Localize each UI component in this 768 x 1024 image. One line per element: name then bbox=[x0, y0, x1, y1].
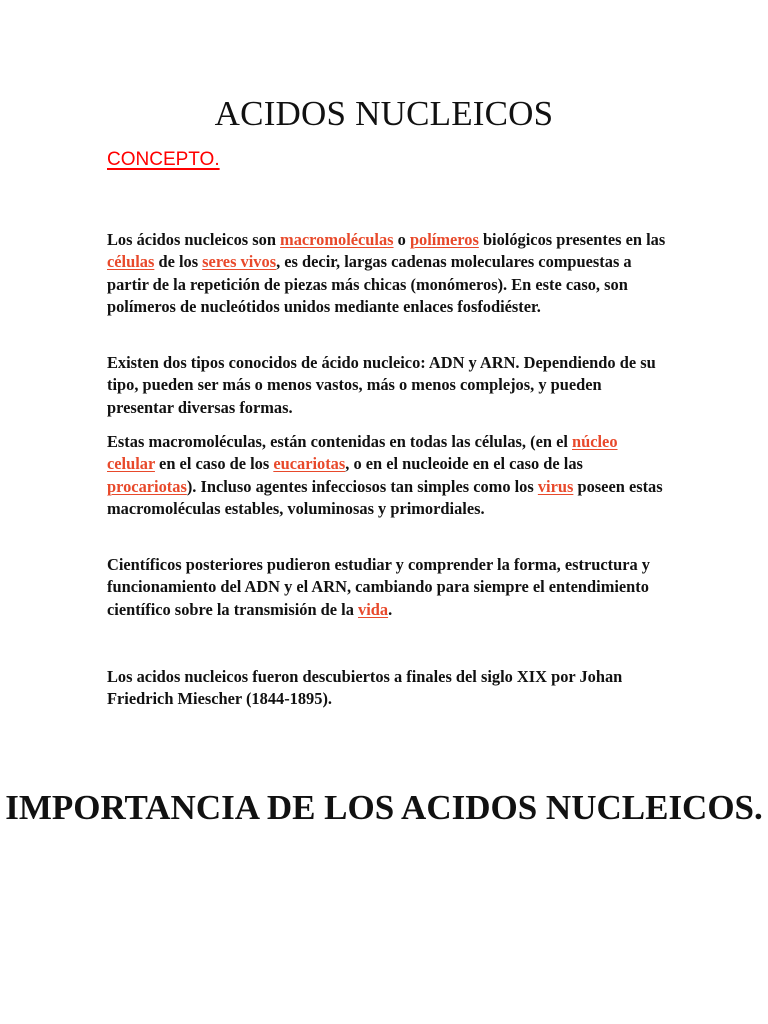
paragraph-text: Científicos posteriores pudieron estudiar y comprender la forma, estructura y funcionamiento del ADN y el ARN, cambiando para siempre el entendimiento científico sobre la transmisión de la bbox=[107, 555, 650, 619]
link-eucariotas[interactable]: eucariotas bbox=[273, 454, 346, 474]
link-macromoleculas[interactable]: macromoléculas bbox=[280, 230, 394, 249]
link-virus[interactable]: virus bbox=[537, 476, 574, 496]
paragraph-text: biológicos presentes en las bbox=[478, 230, 666, 249]
importance-heading: IMPORTANCIA DE LOS ACIDOS NUCLEICOS. bbox=[5, 788, 763, 827]
scientists-paragraph bbox=[107, 554, 667, 621]
link-vida[interactable]: vida bbox=[358, 599, 389, 619]
paragraph-text: poseen estas macromoléculas estables, voluminosas y primordiales. bbox=[107, 476, 663, 519]
link-nucleo-celular[interactable]: núcleo celular bbox=[107, 432, 618, 474]
types-paragraph: Existen dos tipos conocidos de ácido nucleico: ADN y ARN. Dependiendo de su tipo, pueden ser más o menos vastos, más o menos complejos, y pueden presentar diversas formas. bbox=[107, 353, 656, 417]
paragraph-text: o bbox=[393, 230, 410, 249]
paragraph-text: , es decir, largas cadenas moleculares compuestas a partir de la repetición de piezas más chicas (monómeros). En este caso, son polímeros de nucleótidos unidos mediante enlaces fosfodiéster. bbox=[107, 252, 632, 317]
link-procariotas[interactable]: procariotas bbox=[107, 476, 187, 496]
concept-heading: CONCEPTO. bbox=[107, 149, 220, 170]
paragraph-text: . bbox=[388, 599, 393, 619]
paragraph-text: , o en el nucleoide en el caso de las bbox=[345, 454, 583, 474]
document-title: ACIDOS NUCLEICOS bbox=[214, 94, 554, 133]
paragraph-text: Estas macromoléculas, están contenidas en todas las células, (en el bbox=[107, 432, 572, 451]
discovery-paragraph: Los acidos nucleicos fueron descubiertos a finales del siglo XIX por Johan Friedrich Miescher (1844-1895). bbox=[107, 667, 623, 709]
paragraph-text: de los bbox=[154, 252, 203, 272]
paragraph-text: ). Incluso agentes infecciosos tan simples como los bbox=[186, 476, 538, 496]
paragraph-text: en el caso de los bbox=[154, 454, 274, 474]
link-seres-vivos[interactable]: seres vivos bbox=[202, 252, 277, 272]
link-celulas[interactable]: células bbox=[107, 252, 155, 272]
definition-paragraph bbox=[107, 229, 667, 319]
location-paragraph bbox=[107, 431, 667, 521]
link-polimeros[interactable]: polímeros bbox=[409, 230, 479, 249]
paragraph-text: Los ácidos nucleicos son bbox=[107, 230, 281, 249]
